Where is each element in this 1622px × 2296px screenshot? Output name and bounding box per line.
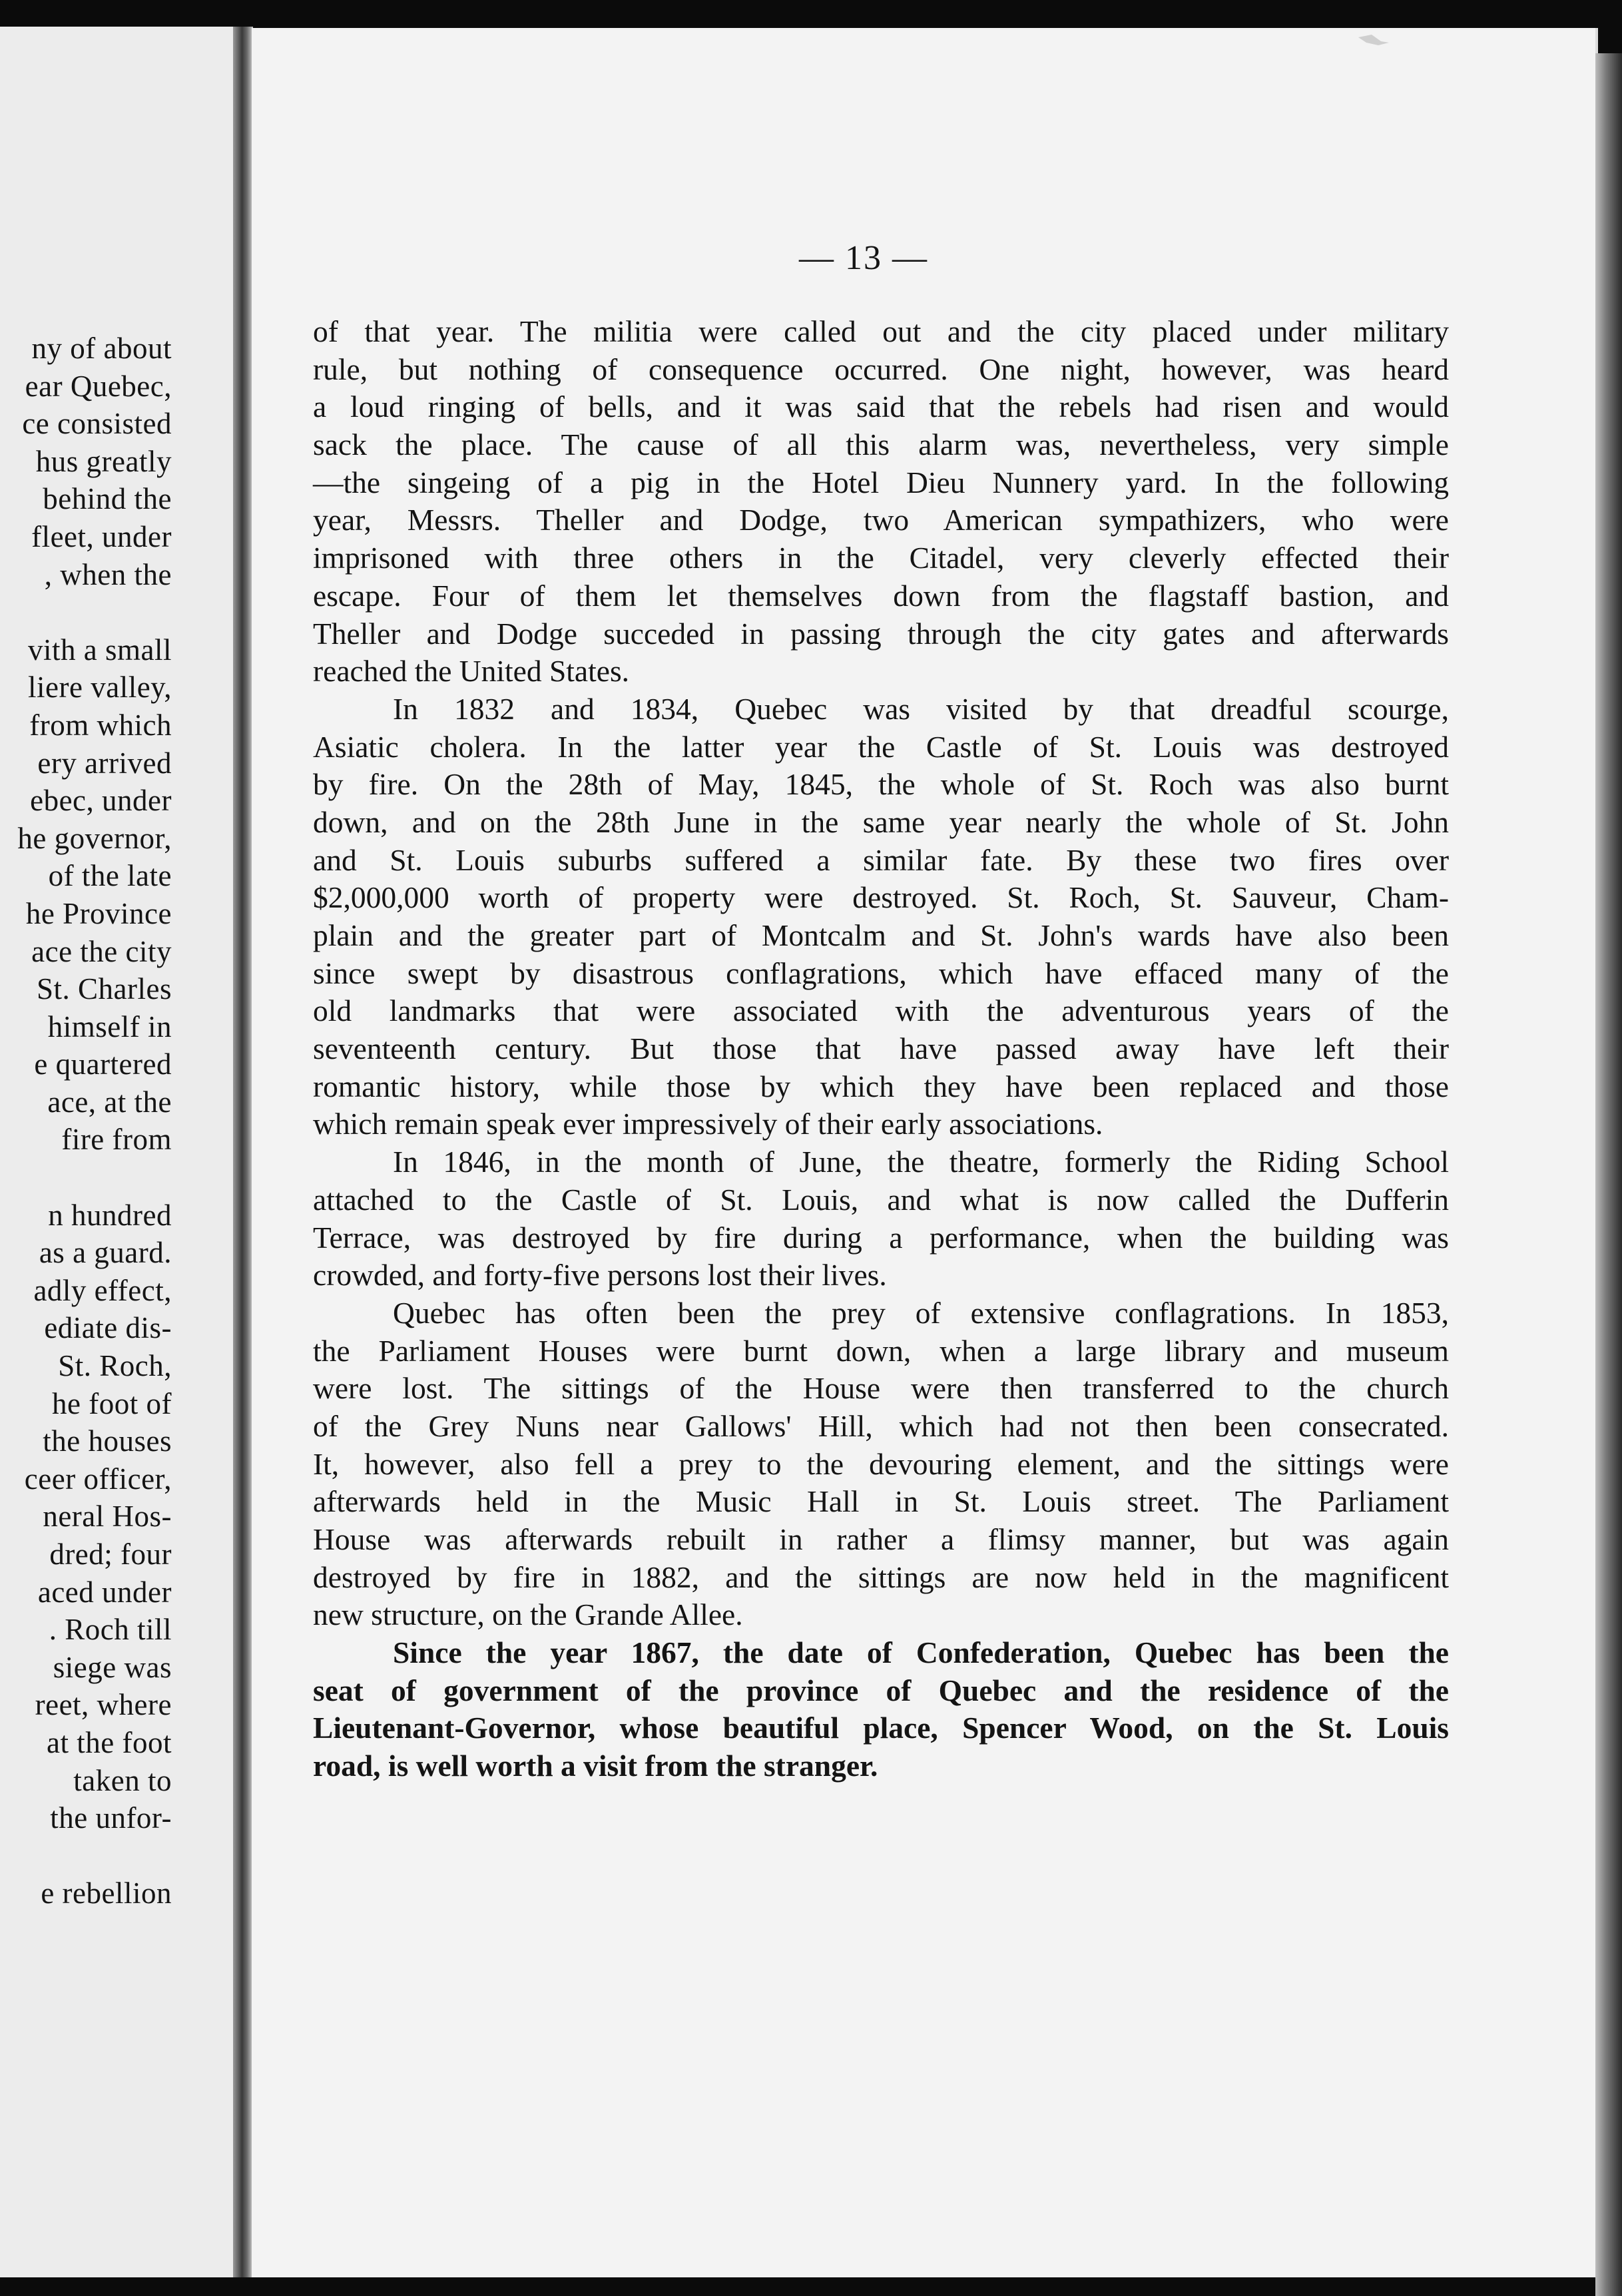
text-line: rule, but nothing of consequence occurred. One night, however, was heard xyxy=(313,352,1449,386)
facing-page-line: neral Hos- xyxy=(43,1500,172,1534)
text-line: sack the place. The cause of all this alarm was, nevertheless, very simple xyxy=(313,428,1449,462)
page-number: — 13 — xyxy=(799,239,928,277)
facing-page-line: n hundred xyxy=(48,1198,172,1232)
text-line: Asiatic cholera. In the latter year the Castle of St. Louis was destroyed xyxy=(313,729,1449,764)
facing-page-line: the unfor- xyxy=(50,1801,172,1835)
facing-page-line: ebec, under xyxy=(30,784,172,818)
facing-page-line: ear Quebec, xyxy=(25,369,172,403)
text-line: new structure, on the Grande Allee. xyxy=(313,1597,743,1632)
text-line: Since the year 1867, the date of Confederation, Quebec has been the xyxy=(393,1635,1449,1670)
text-line: Lieutenant-Governor, whose beautiful place, Spencer Wood, on the St. Louis xyxy=(313,1711,1449,1745)
text-line: attached to the Castle of St. Louis, and what is now called the Dufferin xyxy=(313,1182,1449,1217)
book-gutter xyxy=(233,27,253,2277)
page-edge xyxy=(1595,53,1622,2296)
text-line: imprisoned with three others in the Citadel, very cleverly effected their xyxy=(313,541,1449,575)
text-line: year, Messrs. Theller and Dodge, two American sympathizers, who were xyxy=(313,503,1449,537)
facing-page-line: himself in xyxy=(47,1009,172,1043)
text-line: —the singeing of a pig in the Hotel Dieu Nunnery yard. In the following xyxy=(313,465,1449,499)
facing-page-line: e rebellion xyxy=(41,1876,172,1910)
text-line: afterwards held in the Music Hall in St. Louis street. The Parliament xyxy=(313,1484,1449,1519)
facing-page-text xyxy=(17,330,172,1912)
facing-page-line xyxy=(17,593,172,631)
facing-page-line: ediate dis- xyxy=(44,1311,172,1345)
text-line: seat of government of the province of Quebec and the residence of the xyxy=(313,1673,1449,1707)
text-line: Theller and Dodge succeded in passing through the city gates and afterwards xyxy=(313,616,1449,651)
facing-page-line: fleet, under xyxy=(31,519,172,553)
text-line: and St. Louis suburbs suffered a similar fate. By these two fires over xyxy=(313,842,1449,877)
facing-page-line: adly effect, xyxy=(33,1273,172,1307)
text-line: House was afterwards rebuilt in rather a flimsy manner, but was again xyxy=(313,1522,1449,1556)
text-line: romantic history, while those by which they have been replaced and those xyxy=(313,1069,1449,1103)
text-line: crowded, and forty-five persons lost their lives. xyxy=(313,1258,887,1292)
facing-page-line: taken to xyxy=(73,1763,172,1797)
text-line: Quebec has often been the prey of extensive conflagrations. In 1853, xyxy=(393,1295,1449,1330)
text-line: In 1846, in the month of June, the theatre, formerly the Riding School xyxy=(393,1145,1449,1179)
text-line: of that year. The militia were called out and the city placed under military xyxy=(313,314,1449,348)
text-line: of the Grey Nuns near Gallows' Hill, which had not then been consecrated. xyxy=(313,1408,1449,1443)
facing-page-line: behind the xyxy=(43,482,172,516)
body-text xyxy=(313,313,1449,1785)
text-line: which remain speak ever impressively of their early associations. xyxy=(313,1107,1103,1141)
text-line: the Parliament Houses were burnt down, when a large library and museum xyxy=(313,1333,1449,1368)
text-line: It, however, also fell a prey to the devouring element, and the sittings were xyxy=(313,1446,1449,1481)
paragraph xyxy=(313,691,1449,1143)
facing-page-line: e quartered xyxy=(34,1047,172,1081)
text-line: by fire. On the 28th of May, 1845, the whole of St. Roch was also burnt xyxy=(313,767,1449,802)
facing-page-line: he governor, xyxy=(17,821,172,855)
facing-page-line: liere valley, xyxy=(28,671,172,705)
facing-page-line: , when the xyxy=(44,557,172,591)
paragraph xyxy=(313,313,1449,691)
facing-page-line xyxy=(17,1837,172,1875)
facing-page-line: of the late xyxy=(48,859,172,893)
text-line: escape. Four of them let themselves down from the flagstaff bastion, and xyxy=(313,578,1449,613)
paragraph xyxy=(313,1143,1449,1294)
facing-page-line: fire from xyxy=(61,1123,172,1157)
text-line: $2,000,000 worth of property were destroyed. St. Roch, St. Sauveur, Cham- xyxy=(313,880,1449,915)
facing-page-line: siege was xyxy=(53,1650,172,1684)
text-line: reached the United States. xyxy=(313,654,630,689)
facing-page-line: at the foot xyxy=(47,1725,172,1759)
text-line: destroyed by fire in 1882, and the sittings are now held in the magnificent xyxy=(313,1560,1449,1594)
text-line: down, and on the 28th June in the same year nearly the whole of St. John xyxy=(313,804,1449,839)
facing-page-line: ce consisted xyxy=(22,407,172,441)
facing-page-line: St. Charles xyxy=(37,972,172,1006)
paragraph xyxy=(313,1634,1449,1785)
facing-page-line: . Roch till xyxy=(49,1613,172,1647)
text-line: road, is well worth a visit from the stranger. xyxy=(313,1749,878,1783)
facing-page-line: from which xyxy=(29,708,172,742)
facing-page-line: hus greatly xyxy=(35,444,172,478)
facing-page-line: vith a small xyxy=(28,633,172,667)
text-line: seventeenth century. But those that have passed away have left their xyxy=(313,1031,1449,1066)
facing-page-line: he foot of xyxy=(52,1386,172,1420)
facing-page-line: the houses xyxy=(43,1424,172,1458)
facing-page-line: ceer officer, xyxy=(24,1462,172,1496)
facing-page-line: ny of about xyxy=(31,332,172,365)
facing-page-line: ace, at the xyxy=(47,1085,172,1119)
text-line: plain and the greater part of Montcalm and St. John's wards have also been xyxy=(313,918,1449,952)
text-line: In 1832 and 1834, Quebec was visited by that dreadful scourge, xyxy=(393,691,1449,726)
facing-page-line: as a guard. xyxy=(39,1236,172,1270)
facing-page-line: St. Roch, xyxy=(58,1349,172,1383)
paragraph xyxy=(313,1294,1449,1634)
facing-page-line: ace the city xyxy=(31,934,172,968)
facing-page-line: dred; four xyxy=(49,1538,172,1571)
facing-page-line: he Province xyxy=(25,896,172,930)
text-line: a loud ringing of bells, and it was said that the rebels had risen and would xyxy=(313,390,1449,424)
page-corner-mark xyxy=(1358,35,1389,48)
facing-page-line xyxy=(17,1159,172,1197)
text-line: since swept by disastrous conflagrations, which have effaced many of the xyxy=(313,956,1449,990)
facing-page-left xyxy=(0,27,233,2277)
text-line: were lost. The sittings of the House were then transferred to the church xyxy=(313,1371,1449,1406)
facing-page-line: reet, where xyxy=(35,1688,172,1722)
text-line: Terrace, was destroyed by fire during a performance, when the building was xyxy=(313,1220,1449,1255)
facing-page-line: aced under xyxy=(37,1575,172,1609)
facing-page-line: ery arrived xyxy=(37,746,172,780)
text-line: old landmarks that were associated with the adventurous years of the xyxy=(313,994,1449,1028)
